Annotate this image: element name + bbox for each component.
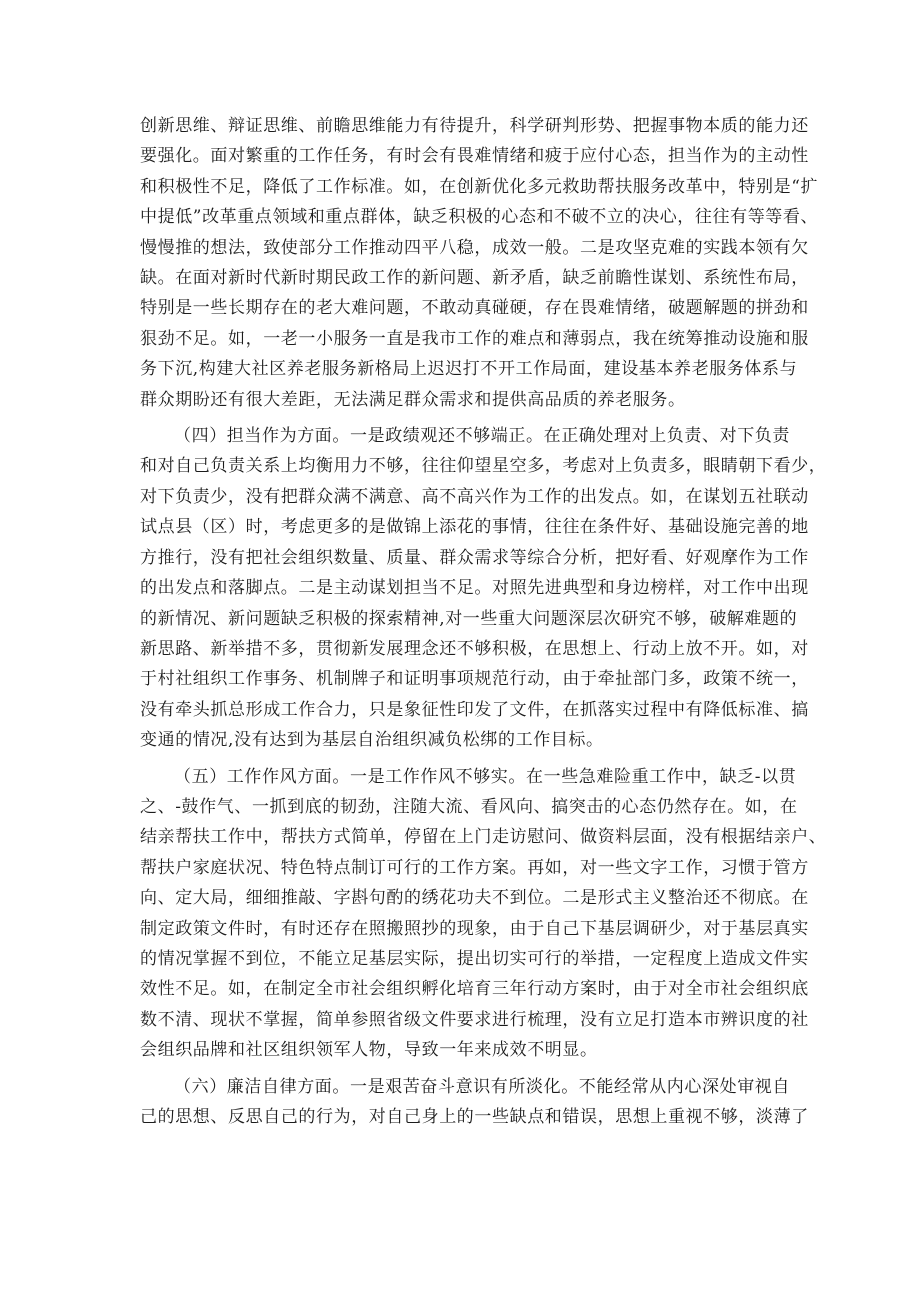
text-line: 帮扶户家庭状况、特色特点制订可行的工作方案。再如，对一些文字工作，习惯于管方 (140, 857, 809, 878)
text-line: 中提低”改革重点领域和重点群体，缺乏积极的心态和不破不立的决心，往往有等等看、 (140, 207, 819, 228)
text-line: 群众期盼还有很大差距，无法满足群众需求和提供高品质的养老服务。 (140, 389, 686, 410)
text-line: （四）担当作为方面。一是政绩观还不够端正。在正确处理对上负责、对下负责 (174, 426, 790, 447)
paragraph-p-continued (140, 111, 819, 415)
text-line: 方推行，没有把社会组织数量、质量、群众需求等综合分析，把好看、好观摩作为工作 (140, 547, 809, 568)
text-line: 试点县（区）时，考虑更多的是做锦上添花的事情，往往在条件好、基础设施完善的地 (140, 517, 809, 538)
text-line: 缺。在面对新时代新时期民政工作的新问题、新矛盾，缺乏前瞻性谋划、系统性布局， (140, 268, 809, 289)
document-body (140, 111, 827, 1138)
text-line: 数不清、现状不掌握，简单参照省级文件要求进行梳理，没有立足打造本市辨识度的社 (140, 1009, 809, 1030)
text-line: （六）廉洁自律方面。一是艰苦奋斗意识有所淡化。不能经常从内心深处审视自 (174, 1076, 790, 1097)
paragraph-p-four (140, 421, 827, 755)
text-line: 于村社组织工作事务、机制牌子和证明事项规范行动，由于牵扯部门多，政策不统一， (140, 669, 809, 690)
text-line: 向、定大局，细细推敲、字斟句酌的绣花功夫不到位。二是形式主义整治还不彻底。在 (140, 888, 809, 909)
text-line: 变通的情况,没有达到为基层自治组织减负松绑的工作目标。 (140, 730, 604, 751)
text-line: 会组织品牌和社区组织领军人物，导致一年来成效不明显。 (140, 1040, 598, 1061)
text-line: 结亲帮扶工作中，帮扶方式简单，停留在上门走访慰问、做资料层面，没有根据结亲户、 (140, 827, 827, 848)
text-line: 己的思想、反思自己的行为，对自己身上的一些缺点和错误，思想上重视不够，淡薄了 (140, 1107, 809, 1127)
text-line: 的新情况、新问题缺乏积极的探索精神,对一些重大问题深层次研究不够，破解难题的 (140, 608, 798, 629)
text-line: 和对自己负责关系上均衡用力不够，往往仰望星空多，考虑对上负责多，眼睛朝下看少， (140, 456, 827, 477)
text-line: 效性不足。如，在制定全市社会组织孵化培育三年行动方案时，由于对全市社会组织底 (140, 979, 809, 1000)
text-line: （五）工作作风方面。一是工作作风不够实。在一些急难险重工作中，缺乏-以贯 (174, 766, 797, 787)
text-line: 要强化。面对繁重的工作任务，有时会有畏难情绪和疲于应付心态，担当作为的主动性 (140, 146, 809, 167)
text-line: 务下沉,构建大社区养老服务新格局上迟迟打不开工作局面，建设基本养老服务体系与 (140, 359, 798, 380)
text-line: 的情况掌握不到位，不能立足基层实际，提出切实可行的举措，一定程度上造成文件实 (140, 948, 809, 969)
text-line: 对下负责少，没有把群众满不满意、高不高兴作为工作的出发点。如，在谋划五社联动 (140, 486, 809, 507)
text-line: 新思路、新举措不多，贯彻新发展理念还不够积极，在思想上、行动上放不开。如，对 (140, 638, 809, 659)
text-line: 的出发点和落脚点。二是主动谋划担当不足。对照先进典型和身边榜样，对工作中出现 (140, 578, 809, 599)
text-line: 特别是一些长期存在的老大难问题，不敢动真碰硬，存在畏难情绪，破题解题的拼劲和 (140, 298, 809, 319)
text-line: 没有牵头抓总形成工作合力，只是象征性印发了文件，在抓落实过程中有降低标准、搞 (140, 699, 809, 720)
text-line: 和积极性不足，降低了工作标准。如，在创新优化多元救助帮扶服务改革中，特别是“扩 (140, 176, 819, 197)
paragraph-p-five (140, 762, 827, 1066)
paragraph-p-six (140, 1072, 809, 1133)
text-line: 狠劲不足。如，一老一小服务一直是我市工作的难点和薄弱点，我在统筹推动设施和服 (140, 328, 809, 349)
text-line: 制定政策文件时，有时还存在照搬照抄的现象，由于自己下基层调研少，对于基层真实 (140, 918, 809, 939)
text-line: 之、-鼓作气、一抓到底的韧劲，注随大流、看风向、搞突击的心态仍然存在。如，在 (140, 796, 798, 817)
text-line: 创新思维、辩证思维、前瞻思维能力有待提升，科学研判形势、把握事物本质的能力还 (140, 116, 809, 136)
text-line: 慢慢推的想法，致使部分工作推动四平八稳，成效一般。二是攻坚克难的实践本领有欠 (140, 237, 809, 258)
